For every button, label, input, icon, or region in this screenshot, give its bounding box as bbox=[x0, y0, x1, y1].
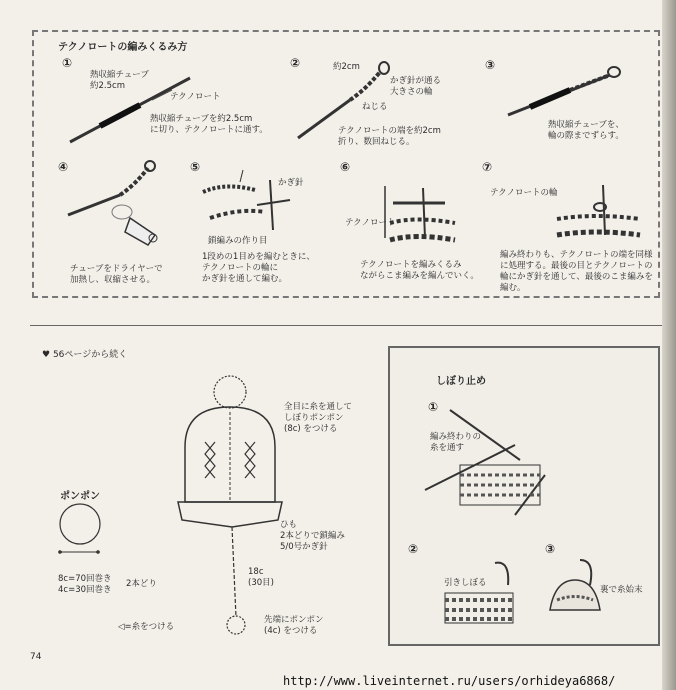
legend-text: =糸をつける bbox=[124, 622, 175, 632]
step-4-illustration bbox=[60, 160, 180, 260]
pompon-strands: 2本どり bbox=[126, 579, 157, 589]
step-5-label-chain: 鎖編みの作り目 bbox=[208, 236, 268, 246]
step-4-caption: チューブをドライヤーで 加熱し、収縮させる。 bbox=[70, 264, 163, 285]
step-2-illustration bbox=[290, 60, 400, 150]
source-url[interactable]: http://www.liveinternet.ru/users/orhideya6868/ bbox=[283, 674, 616, 688]
step-2-caption: テクノロートの端を約2cm 折り、数回ねじる。 bbox=[338, 126, 441, 147]
step-3-number: ③ bbox=[485, 58, 496, 72]
step-2-label-twist: ねじる bbox=[362, 102, 388, 112]
step-7-caption: 編み終わりも、テクノロートの端を同様 に処理する。最後の目とテクノロートの 輪にかぎ針を通して、最後のこま編みを 編む。 bbox=[500, 250, 653, 293]
step-7-illustration bbox=[555, 185, 645, 245]
page-edge-shadow bbox=[662, 0, 676, 690]
hat-label-cord: ひも 2本どりで鎖編み 5/0号かぎ針 bbox=[280, 520, 345, 552]
cinch-step-1-label: 編み終わりの 糸を通す bbox=[430, 432, 482, 453]
hat-label-end: 先端にポンポン (4c) をつける bbox=[264, 615, 324, 636]
hat-label-length: 18c (30目) bbox=[248, 567, 274, 588]
step-1-illustration bbox=[60, 60, 210, 160]
step-5-number: ⑤ bbox=[190, 160, 201, 174]
step-7-label-loop: テクノロートの輪 bbox=[490, 188, 558, 198]
page-number: 74 bbox=[30, 652, 42, 662]
hat-diagram bbox=[170, 372, 290, 637]
cinch-step-3-illustration bbox=[545, 555, 605, 615]
step-6-label-wire: テクノロート bbox=[345, 218, 396, 228]
step-5-caption: 1段めの1目めを編むときに、 テクノロートの輪に かぎ針を通して編む。 bbox=[202, 252, 315, 284]
step-3-illustration bbox=[500, 60, 650, 130]
cinch-step-2-number: ② bbox=[408, 542, 419, 556]
cinch-step-2-illustration bbox=[440, 555, 520, 630]
legend bbox=[118, 622, 174, 633]
step-6-caption: テクノロートを編みくるみ ながらこま編みを編んでいく。 bbox=[360, 260, 479, 281]
hat-label-top: 全目に糸を通して しぼりポンポン (8c) をつける bbox=[284, 402, 353, 434]
pompon-diagram bbox=[58, 500, 128, 560]
step-2-label-length: 約2cm bbox=[333, 62, 360, 72]
step-6-number: ⑥ bbox=[340, 160, 351, 174]
cinch-step-3-label: 裏で糸始末 bbox=[600, 585, 643, 595]
section-title: テクノロートの編みくるみ方 bbox=[58, 42, 188, 53]
step-5-illustration bbox=[195, 170, 305, 235]
cinch-step-1-number: ① bbox=[428, 400, 439, 414]
step-2-number: ② bbox=[290, 56, 301, 70]
step-1-label-wire: テクノロート bbox=[170, 92, 221, 102]
cinch-step-3-number: ③ bbox=[545, 542, 556, 556]
continued-text: 56ページから続く bbox=[52, 350, 128, 360]
heart-icon: ♥ bbox=[42, 350, 51, 360]
arrow-left-icon: ◁ bbox=[118, 622, 125, 632]
cinch-title: しぼり止め bbox=[436, 376, 486, 387]
step-2-label-loop: かぎ針が通る 大きさの輪 bbox=[390, 76, 442, 97]
cinch-step-2-label: 引きしぼる bbox=[444, 578, 487, 588]
continued-note bbox=[42, 347, 127, 360]
pompon-winds: 8c=70回巻き 4c=30回巻き bbox=[58, 574, 112, 595]
step-1-label-tube: 熱収縮チューブ 約2.5cm bbox=[90, 70, 149, 91]
cinch-step-1-illustration bbox=[420, 405, 560, 520]
step-1-number: ① bbox=[62, 56, 73, 70]
step-3-caption: 熱収縮チューブを、 輪の際までずらす。 bbox=[548, 120, 624, 141]
step-6-illustration bbox=[385, 178, 465, 253]
step-1-caption: 熱収縮チューブを約2.5cm に切り、テクノロートに通す。 bbox=[150, 114, 268, 135]
step-4-number: ④ bbox=[58, 160, 69, 174]
step-5-label-hook: かぎ針 bbox=[278, 178, 304, 188]
pompon-title: ポンポン bbox=[60, 491, 100, 502]
step-7-number: ⑦ bbox=[482, 160, 493, 174]
section-divider bbox=[30, 325, 662, 326]
